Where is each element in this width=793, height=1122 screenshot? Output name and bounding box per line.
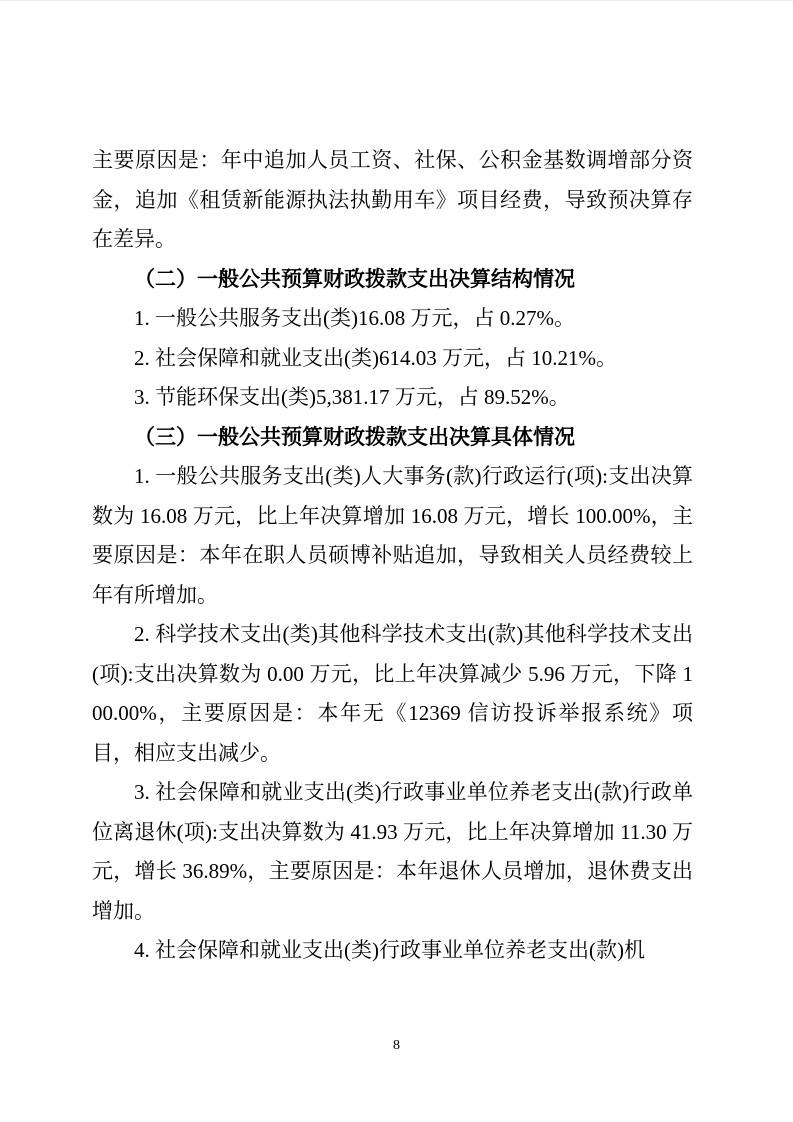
list-item-energy-conservation: 3. 节能环保支出(类)5,381.17 万元，占 89.52%。 [134,385,570,409]
list-item-general-public-services: 1. 一般公共服务支出(类)16.08 万元，占 0.27%。 [134,306,575,330]
paragraph-detail-pension-cutoff: 4. 社会保障和就业支出(类)行政事业单位养老支出(款)机 [134,938,645,962]
document-content [92,141,693,971]
list-item-social-security-employment: 2. 社会保障和就业支出(类)614.03 万元，占 10.21%。 [134,345,617,370]
paragraph-detail-pension-retired: 3. 社会保障和就业支出(类)行政事业单位养老支出(款)行政单位离退休(项):支出决算数为 41.93 万元，比上年决算增加 11.30 万元，增长 36.89%，主要原因是：本年退休人员增加，退休费支出增加。 [92,780,693,923]
page-number: 8 [393,1038,400,1053]
paragraph-detail-science-technology: 2. 科学技术支出(类)其他科学技术支出(款)其他科学技术支出(项):支出决算数为 0.00 万元，比上年决算减少 5.96 万元，下降 100.00%，主要原因是：本年无《12369 信访投诉举报系统》项目，相应支出减少。 [92,622,693,765]
section-heading-expenditure-structure: （二）一般公共预算财政拨款支出决算结构情况 [134,267,575,291]
paragraph-detail-general-public-services: 1. 一般公共服务支出(类)人大事务(款)行政运行(项):支出决算数为 16.08 万元，比上年决算增加 16.08 万元，增长 100.00%，主要原因是：本年在职人员硕博补贴追加，导致相关人员经费较上年有所增加。 [92,464,693,607]
section-heading-expenditure-details: （三）一般公共预算财政拨款支出决算具体情况 [134,425,575,449]
paragraph-budget-difference-reason: 主要原因是：年中追加人员工资、社保、公积金基数调增部分资金，追加《租赁新能源执法执勤用车》项目经费，导致预决算存在差异。 [92,148,693,251]
